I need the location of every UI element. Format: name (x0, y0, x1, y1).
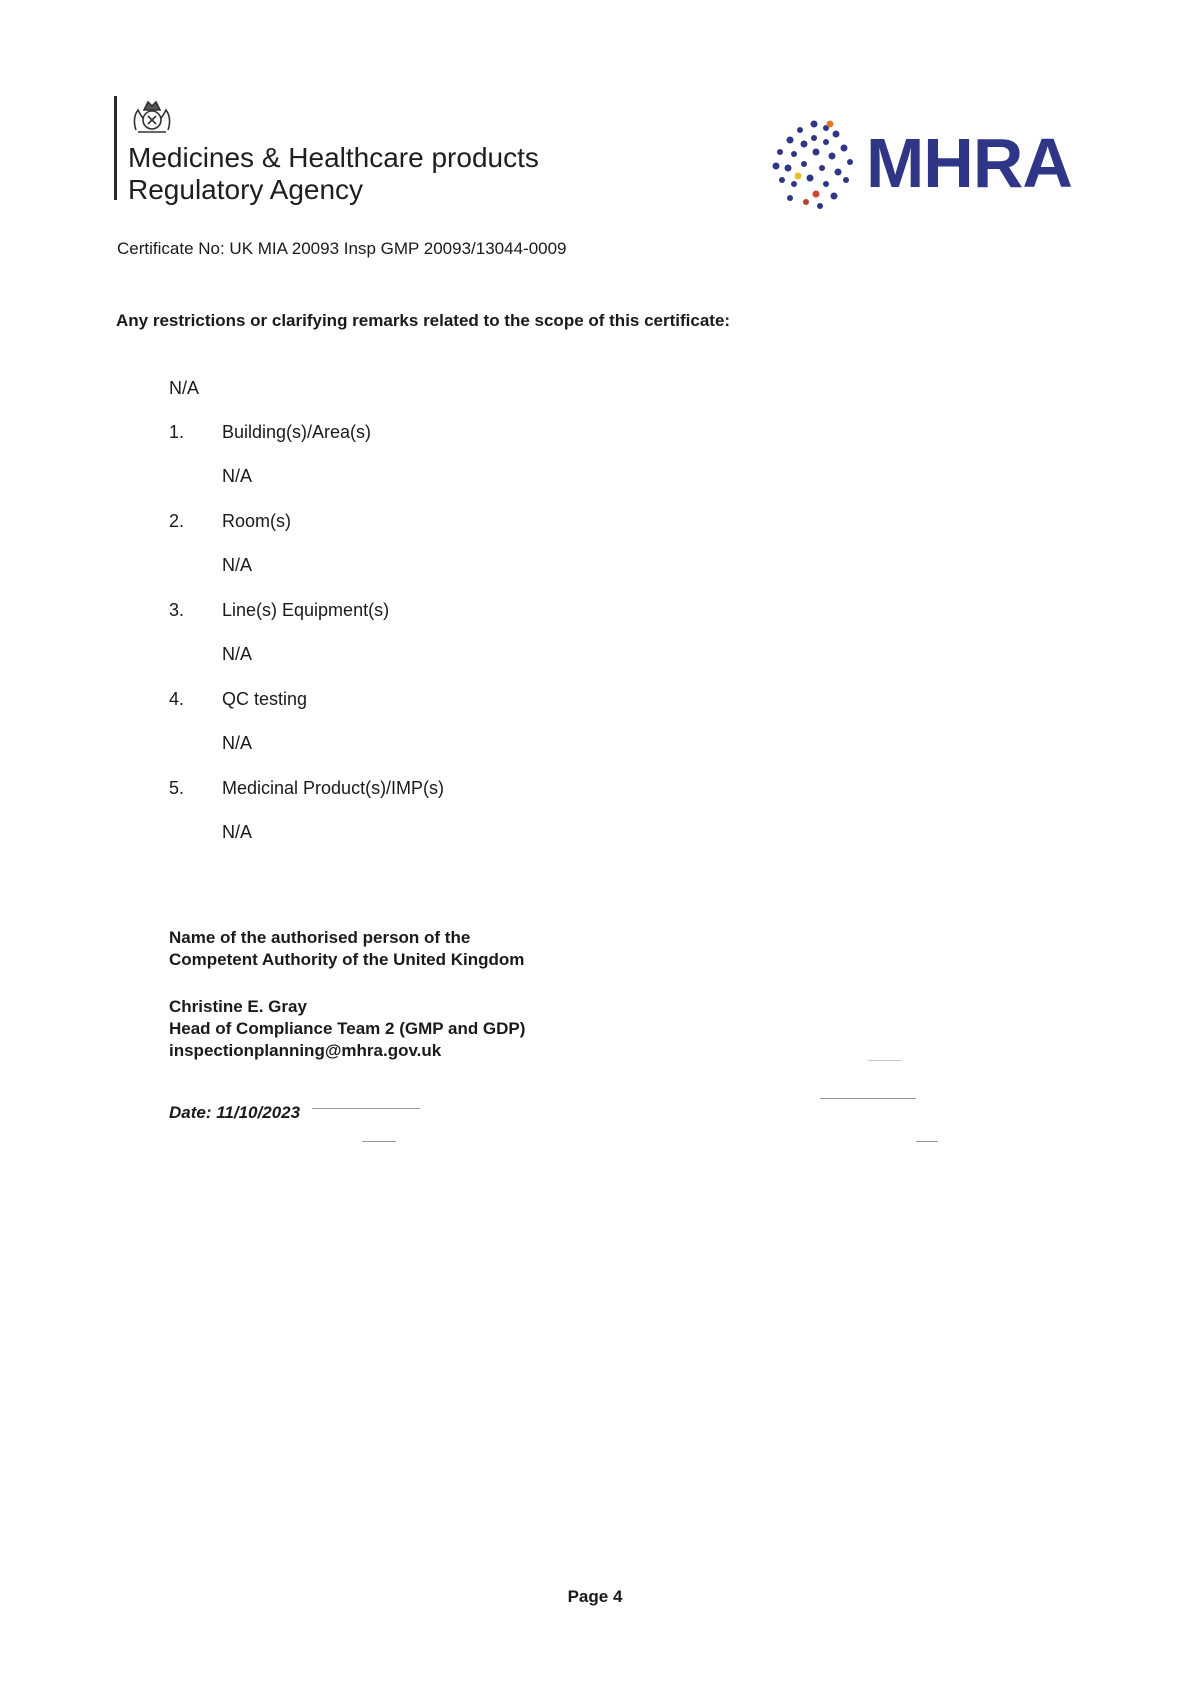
restriction-item-number: 4. (169, 689, 185, 709)
restriction-item-label: Medicinal Product(s)/IMP(s) (222, 778, 445, 798)
restriction-item-number: 1. (169, 422, 185, 442)
restriction-item-value: N/A (222, 555, 253, 575)
restriction-item-value: N/A (222, 733, 253, 753)
restriction-item-label: Room(s) (222, 511, 292, 531)
scan-artifact-line (362, 1141, 396, 1142)
restriction-item-value: N/A (222, 466, 253, 486)
restriction-item-number: 2. (169, 511, 185, 531)
scan-artifact-line (820, 1098, 916, 1099)
scan-artifact-line (916, 1141, 938, 1142)
mhra-dots-logo-icon (770, 118, 858, 210)
scan-artifact-line (312, 1108, 420, 1109)
mhra-wordmark: MHRA (866, 124, 1072, 202)
restriction-item-number: 5. (169, 778, 185, 798)
page-number: Page 4 (567, 1587, 623, 1606)
restriction-item-label: QC testing (222, 689, 308, 709)
restriction-item-value: N/A (222, 822, 253, 842)
certificate-date: Date: 11/10/2023 (169, 1103, 301, 1122)
agency-name-line2: Regulatory Agency (128, 174, 364, 205)
agency-name (128, 142, 539, 206)
restriction-item-number: 3. (169, 600, 185, 620)
royal-crest-icon (126, 96, 178, 136)
authorised-person-heading-line2: Competent Authority of the United Kingdom (169, 950, 525, 969)
restriction-item-label: Line(s) Equipment(s) (222, 600, 390, 620)
restrictions-heading: Any restrictions or clarifying remarks related to the scope of this certificate: (116, 311, 731, 330)
signatory-email: inspectionplanning@mhra.gov.uk (169, 1041, 442, 1060)
agency-name-line1: Medicines & Healthcare products (128, 142, 539, 173)
authorised-person-heading-line1: Name of the authorised person of the (169, 928, 471, 947)
signatory-role: Head of Compliance Team 2 (GMP and GDP) (169, 1019, 526, 1038)
certificate-number: Certificate No: UK MIA 20093 Insp GMP 20093/13044-0009 (117, 239, 567, 258)
restriction-item-value: N/A (222, 644, 253, 664)
agency-divider-rule (114, 96, 117, 200)
signatory-details (169, 996, 525, 1062)
restrictions-general-value: N/A (169, 378, 200, 398)
signatory-name: Christine E. Gray (169, 997, 307, 1016)
restriction-item-label: Building(s)/Area(s) (222, 422, 372, 442)
authorised-person-heading (169, 927, 524, 971)
scan-artifact-line (868, 1060, 902, 1061)
